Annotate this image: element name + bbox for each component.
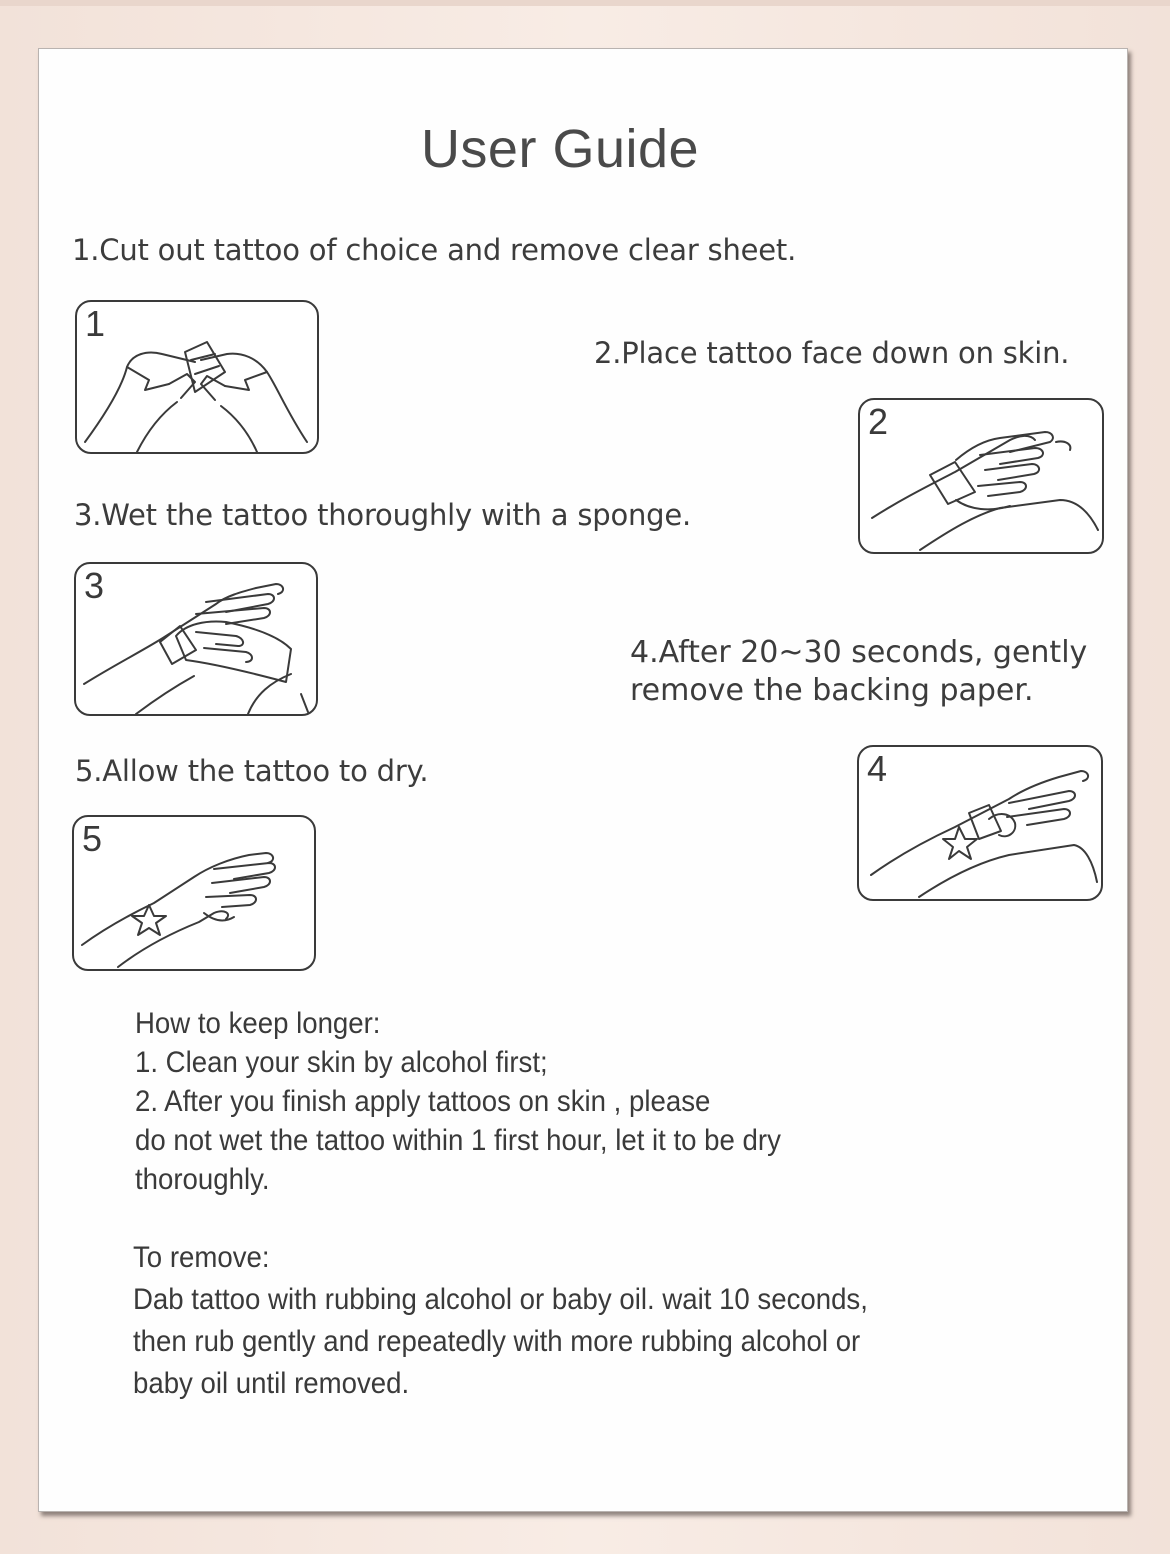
- remove-heading: To remove:: [133, 1241, 270, 1274]
- step-3-panel: [74, 562, 318, 716]
- step-4-panel: [857, 745, 1103, 901]
- step-4-text: [630, 634, 1087, 710]
- hand-peeling-paper-icon: [859, 747, 1101, 899]
- step-4-number: 4: [867, 748, 888, 789]
- step-4-text-line-1: 4.After 20~30 seconds, gently: [630, 635, 1088, 670]
- hands-cutting-tattoo-icon: [77, 302, 317, 452]
- step-1-text: 1.Cut out tattoo of choice and remove clear sheet.: [72, 233, 797, 267]
- step-3-number: 3: [84, 565, 105, 606]
- keep-longer-heading: How to keep longer:: [135, 1007, 381, 1040]
- remove-line-1: Dab tattoo with rubbing alcohol or baby oil. wait 10 seconds,: [133, 1283, 868, 1316]
- hand-wetting-sponge-icon: [76, 564, 316, 714]
- keep-longer-line-4: thoroughly.: [135, 1163, 270, 1196]
- step-1-number: 1: [85, 303, 106, 344]
- step-1-panel: [75, 300, 319, 454]
- step-5-panel: [72, 815, 316, 971]
- page-title: User Guide: [420, 119, 700, 179]
- step-4-text-line-2: remove the backing paper.: [630, 673, 1034, 708]
- hand-with-star-tattoo-icon: [74, 817, 314, 969]
- step-5-number: 5: [82, 818, 103, 859]
- step-2-number: 2: [868, 401, 889, 442]
- keep-longer-line-2: 2. After you finish apply tattoos on skin , please: [135, 1085, 711, 1118]
- remove-line-3: baby oil until removed.: [133, 1367, 410, 1400]
- step-3-text: 3.Wet the tattoo thoroughly with a sponge.: [74, 498, 692, 532]
- step-2-text: 2.Place tattoo face down on skin.: [594, 336, 1070, 370]
- remove-line-2: then rub gently and repeatedly with more rubbing alcohol or: [133, 1325, 861, 1358]
- keep-longer-section: [135, 1004, 781, 1199]
- hand-placing-tattoo-icon: [860, 400, 1102, 552]
- keep-longer-line-3: do not wet the tattoo within 1 first hour, let it to be dry: [135, 1124, 781, 1157]
- step-5-text: 5.Allow the tattoo to dry.: [75, 754, 429, 788]
- step-2-panel: [858, 398, 1104, 554]
- background-strip: [0, 0, 1170, 6]
- keep-longer-line-1: 1. Clean your skin by alcohol first;: [135, 1046, 548, 1079]
- remove-section: [133, 1237, 868, 1405]
